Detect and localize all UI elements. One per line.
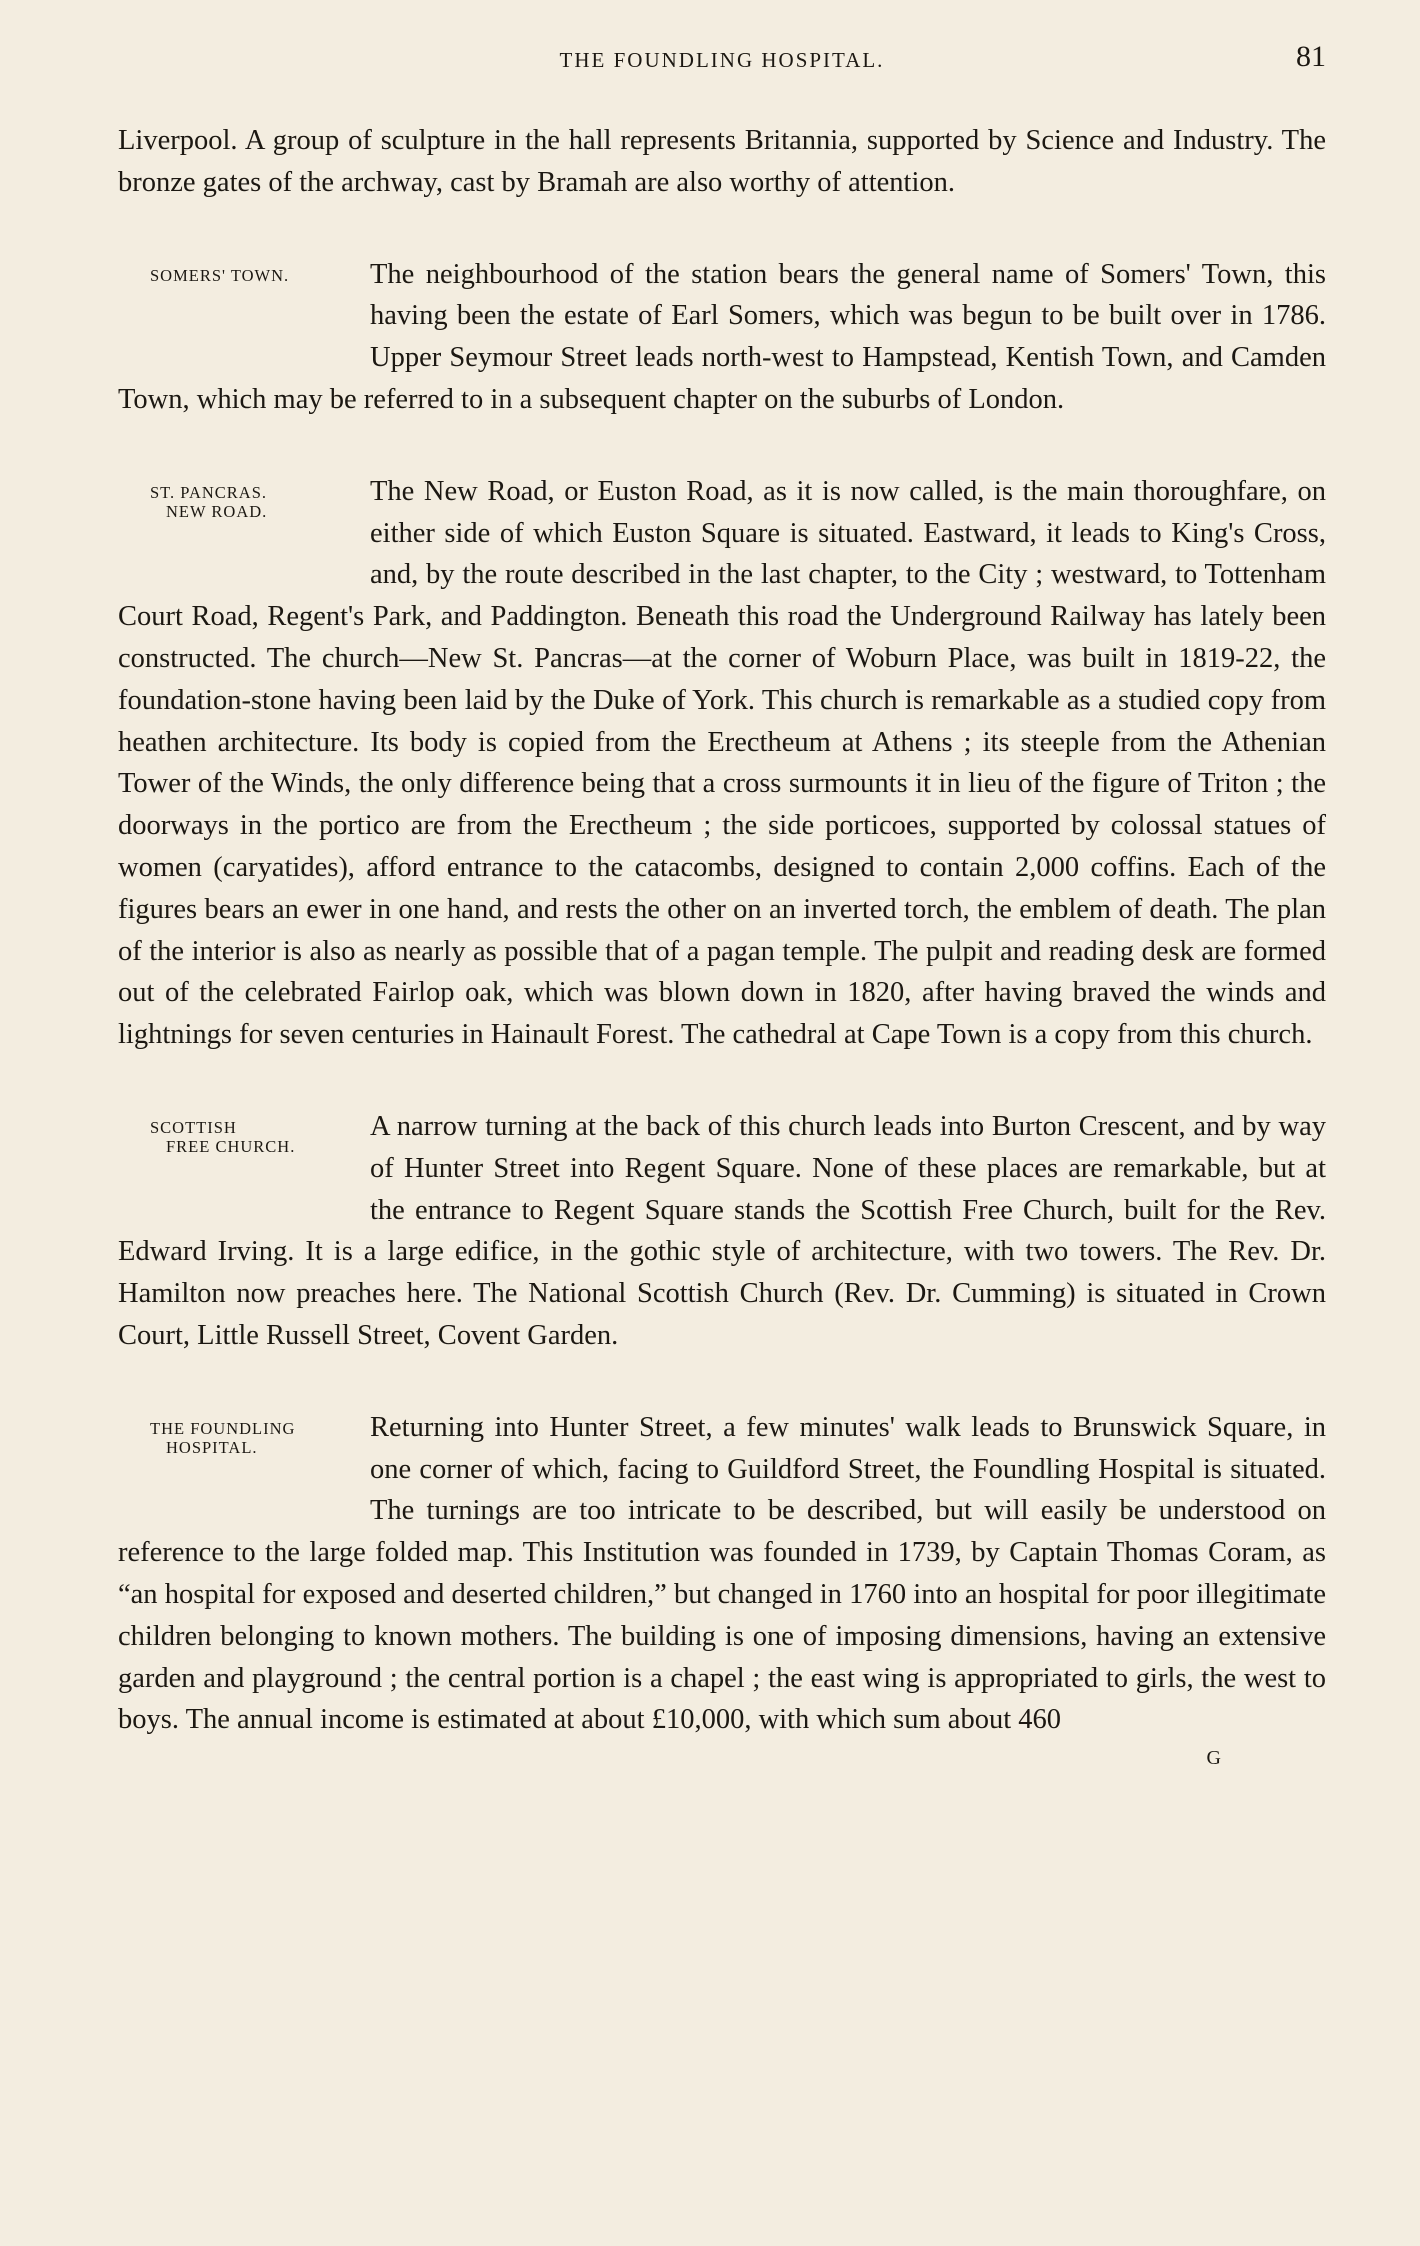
paragraph-somers-town: The neighbourhood of the station bears the general name of Somers' Town, this having been the estate of Earl Somers, which was begun to be built over in 1786. Upper Seymour Street leads north-west to Hampstead, Kentish Town, and Camden Town, which may be referred to in a subsequent chapter on the suburbs of London. [118,258,1326,415]
page-header [118,40,1326,90]
paragraph-st-pancras: The New Road, or Euston Road, as it is now called, is the main thoroughfare, on either side of which Euston Square is situated. Eastward, it leads to King's Cross, and, by the route described in the last chapter, to the City ; westward, to Tottenham Court Road, Regent's Park, and Paddington. Beneath this road the Underground Railway has lately been constructed. The church—New St. Pancras—at the corner of Woburn Place, was built in 1819-22, the foundation-stone having been laid by the Duke of York. This church is remarkable as a studied copy from heathen architecture. Its body is copied from the Erectheum at Athens ; its steeple from the Athenian Tower of the Winds, the only difference being that a cross surmounts it in lieu of the figure of Triton ; the doorways in the portico are from the Erectheum ; the side porticoes, supported by colossal statues of women (caryatides), afford entrance to the catacombs, designed to contain 2,000 coffins. Each of the figures bears an ewer in one hand, and rests the other on an inverted torch, the emblem of death. The plan of the interior is also as nearly as possible that of a pagan temple. The pulpit and reading desk are formed out of the celebrated Fairlop oak, which was blown down in 1820, after having braved the winds and lightnings for seven centuries in Hainault Forest. The cathedral at Cape Town is a copy from this church. [118,475,1326,1051]
side-note-scottish-church [118,1106,370,1190]
side-note-line: THE FOUNDLING [150,1418,296,1438]
side-note-line: ST. PANCRAS. [150,482,268,502]
side-note-line: FREE CHURCH. [166,1136,296,1156]
section-st-pancras [118,471,1326,1056]
section-somers-town [118,254,1326,421]
section-scottish-church [118,1106,1326,1357]
paragraph-scottish-church: A narrow turning at the back of this church leads into Burton Crescent, and by way of Hunter Street into Regent Square. None of these places are remarkable, but at the entrance to Regent Square stands the Scottish Free Church, built for the Rev. Edward Irving. It is a large edifice, in the gothic style of architecture, with two towers. The Rev. Dr. Hamilton now preaches here. The National Scottish Church (Rev. Dr. Cumming) is situated in Crown Court, Little Russell Street, Covent Garden. [118,1110,1326,1351]
side-note-line: SCOTTISH [150,1117,237,1137]
paragraph-foundling-hospital: Returning into Hunter Street, a few minutes' walk leads to Brunswick Square, in one corner of which, facing to Guildford Street, the Foundling Hospital is situated. The turnings are too intricate to be described, but will easily be understood on reference to the large folded map. This Institution was founded in 1739, by Captain Thomas Coram, as “an hospital for exposed and deserted children,” but changed in 1760 into an hospital for poor illegitimate children belonging to known mothers. The building is one of imposing dimensions, having an extensive garden and playground ; the central portion is a chapel ; the east wing is appropriated to girls, the west to boys. The annual income is estimated at about £10,000, with which sum about 460 [118,1411,1326,1736]
page-number: 81 [1296,40,1326,73]
side-note-foundling-hospital [118,1407,370,1491]
signature-mark: G [1206,1747,1222,1770]
side-note-line: NEW ROAD. [166,501,268,521]
side-note-line: SOMERS' TOWN. [150,265,290,285]
paragraph-intro: Liverpool. A group of sculpture in the hall represents Britannia, supported by Science and Industry. The bronze gates of the archway, cast by Bramah are also worthy of attention. [118,125,1326,198]
section-foundling-hospital [118,1407,1326,1741]
running-head: THE FOUNDLING HOSPITAL. [559,48,885,72]
side-note-line: HOSPITAL. [166,1437,258,1457]
side-note-st-pancras [118,471,370,555]
side-note-somers-town [118,254,370,338]
book-page [118,40,1326,2220]
